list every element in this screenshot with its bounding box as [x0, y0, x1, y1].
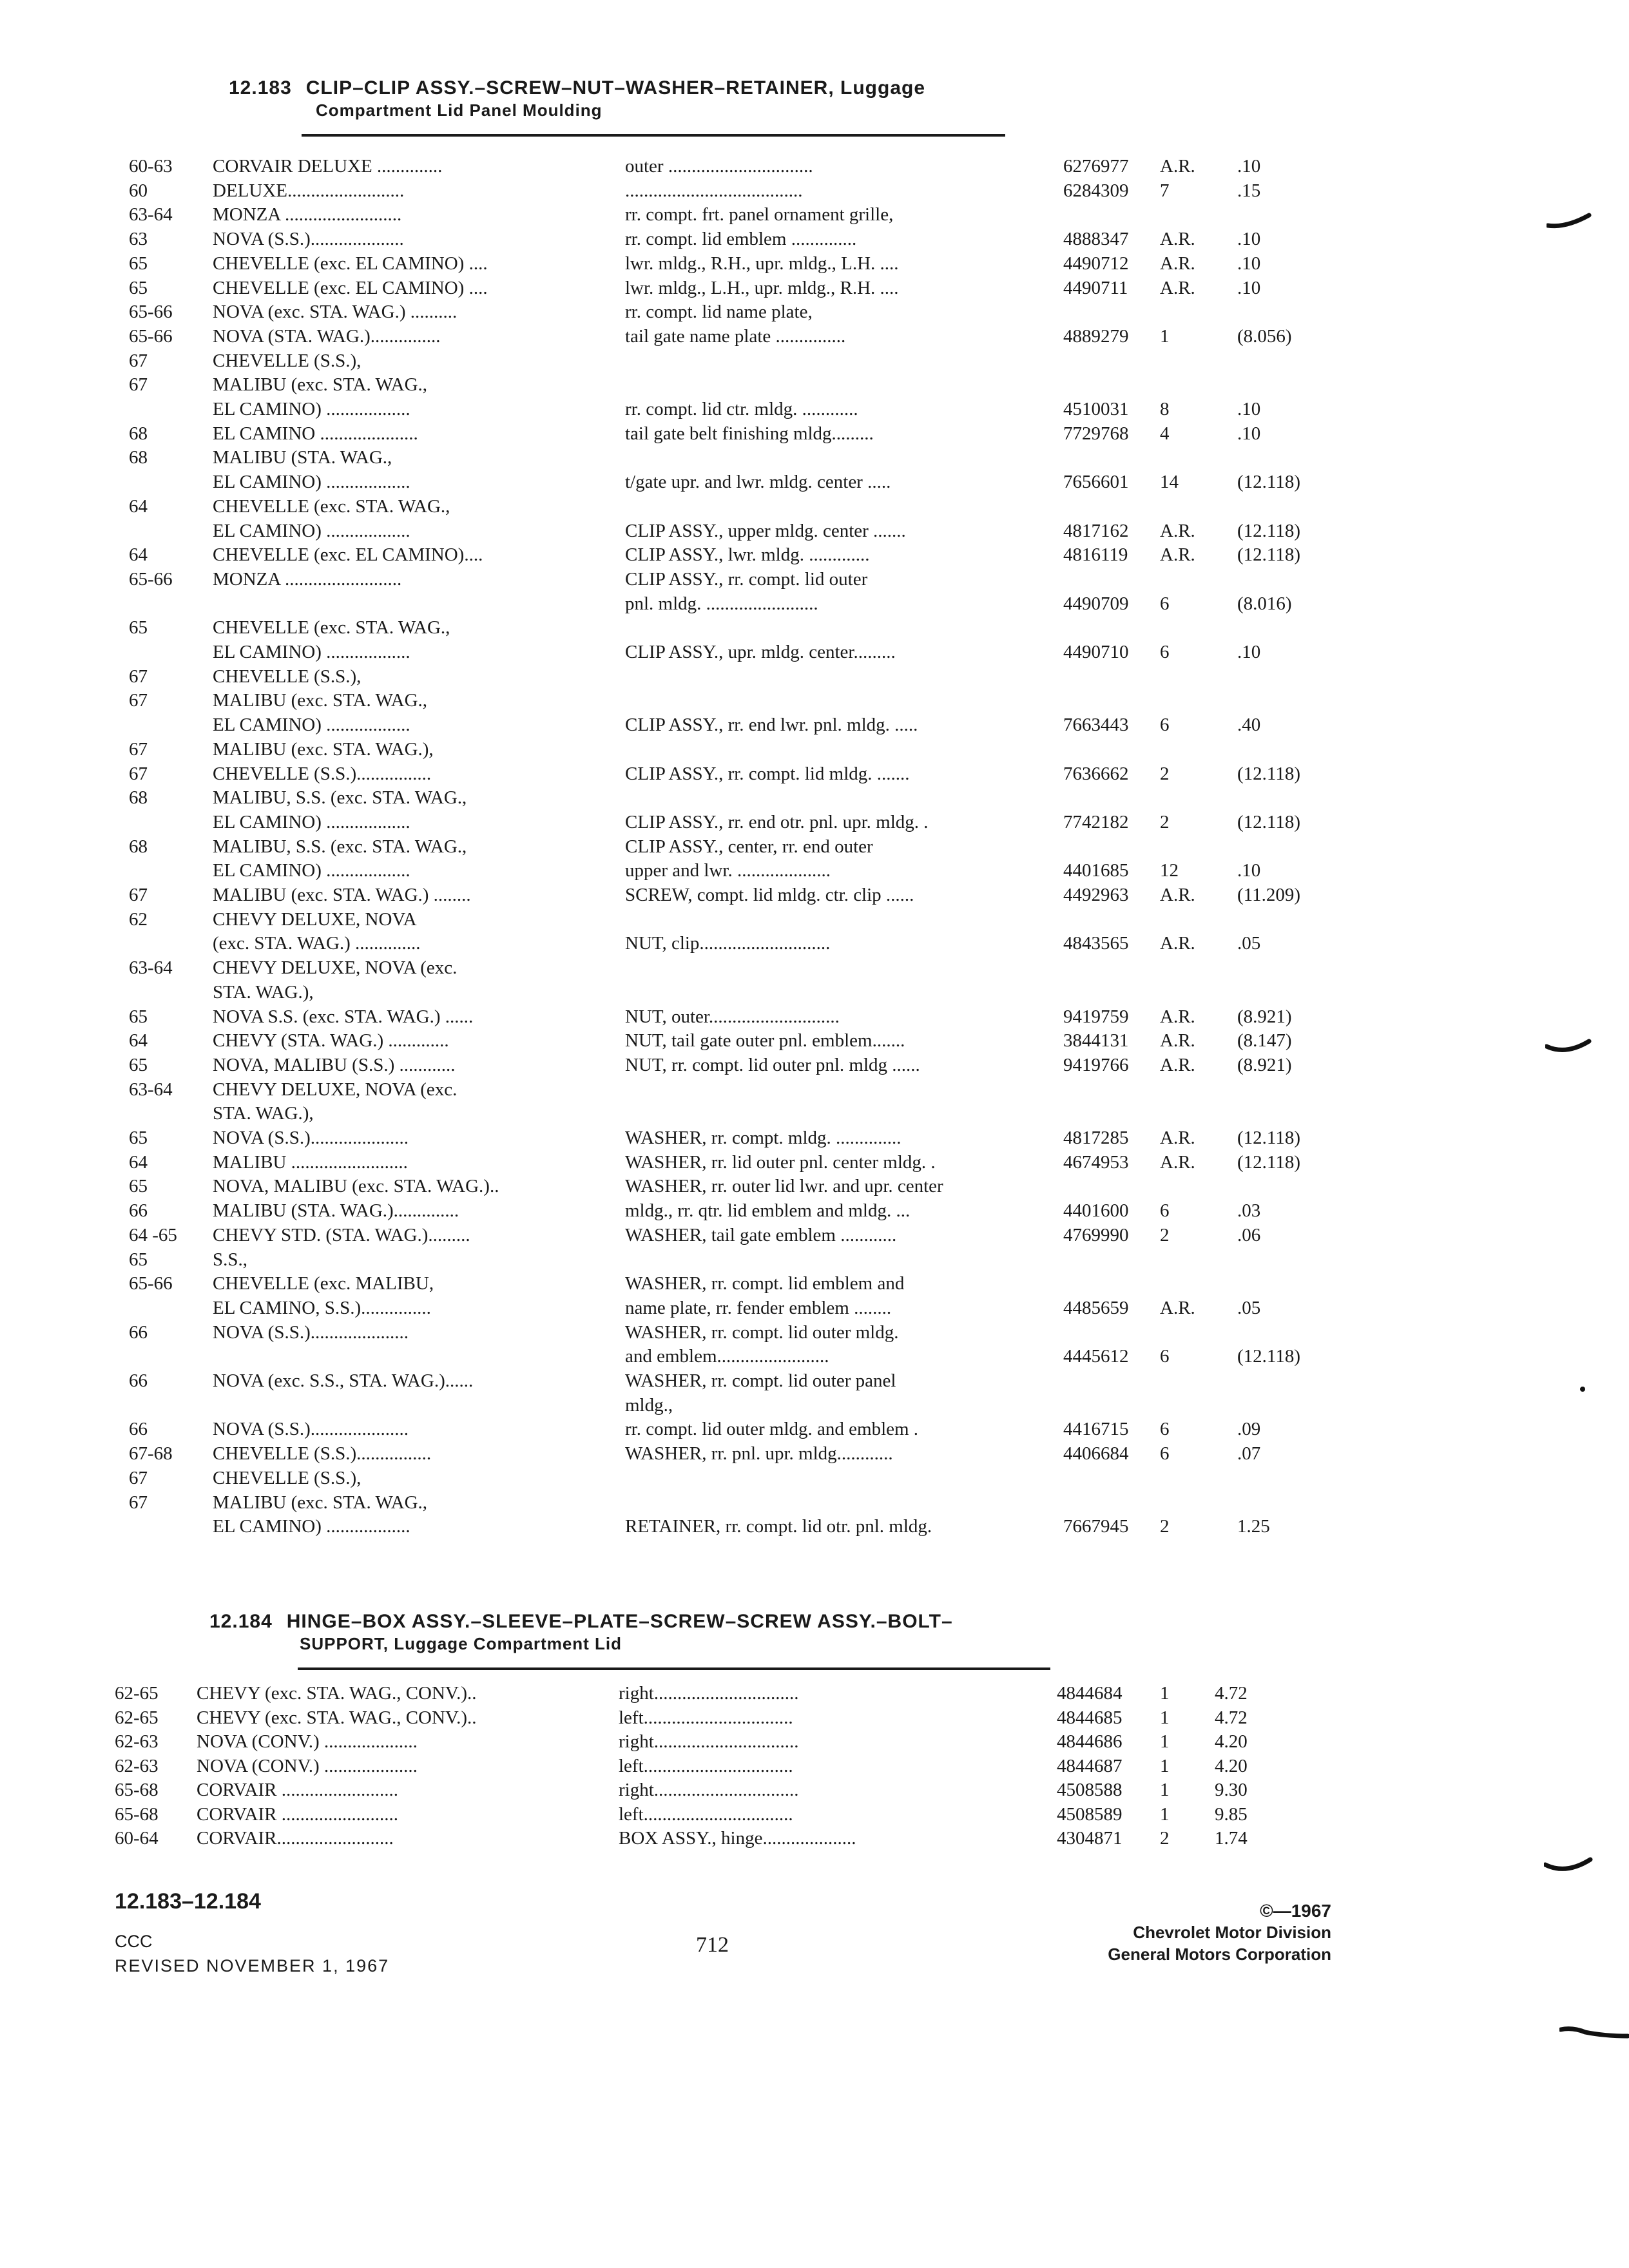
part-number: 4844685	[1057, 1707, 1123, 1728]
quantity: A.R.	[1160, 933, 1195, 954]
model-name: CHEVELLE (S.S.),	[213, 666, 361, 687]
model-year: 63-64	[129, 957, 173, 979]
model-year: 60-64	[115, 1828, 159, 1849]
price: (12.118)	[1237, 472, 1300, 493]
model-name: NOVA (exc. S.S., STA. WAG.)......	[213, 1370, 474, 1391]
model-name: CHEVELLE (exc. STA. WAG.,	[213, 617, 450, 639]
section-title: HINGE–BOX ASSY.–SLEEVE–PLATE–SCREW–SCREW ASSY.–BOLT–	[286, 1611, 953, 1632]
price: (12.118)	[1237, 544, 1300, 566]
model-year: 60-63	[129, 156, 173, 177]
part-description: and emblem........................	[625, 1346, 829, 1367]
part-description: rr. compt. lid emblem ..............	[625, 229, 857, 250]
quantity: 6	[1160, 715, 1170, 736]
part-description: CLIP ASSY., rr. end otr. pnl. upr. mldg. .	[625, 811, 929, 832]
part-description: SCREW, compt. lid mldg. ctr. clip ......	[625, 885, 914, 905]
table-row	[0, 1802, 1629, 1827]
price: (12.118)	[1237, 1128, 1300, 1148]
part-number: 3844131	[1063, 1030, 1129, 1052]
binding-mark-icon	[1545, 1037, 1592, 1059]
part-description: left................................	[619, 1803, 793, 1825]
part-number: 4844687	[1057, 1755, 1123, 1776]
quantity: 2	[1160, 1828, 1170, 1849]
price: .06	[1237, 1224, 1261, 1245]
model-year: 68	[129, 787, 148, 809]
part-number: 7667945	[1063, 1516, 1129, 1537]
dot-mark-icon	[1579, 1385, 1586, 1393]
model-year: 62-65	[115, 1683, 159, 1704]
part-number: 4888347	[1063, 229, 1129, 250]
model-name: EL CAMINO) ..................	[213, 1516, 410, 1537]
binding-mark-icon	[1544, 1856, 1593, 1879]
model-year: 65-68	[115, 1803, 159, 1825]
section-subtitle: Compartment Lid Panel Moulding	[316, 101, 602, 120]
model-name: EL CAMINO) ..................	[213, 642, 410, 662]
model-year: 67	[129, 763, 148, 784]
quantity: A.R.	[1160, 1297, 1195, 1318]
model-name: EL CAMINO, S.S.)...............	[213, 1297, 431, 1318]
model-name: NOVA, MALIBU (S.S.) ............	[213, 1054, 456, 1075]
quantity: A.R.	[1160, 277, 1195, 298]
model-name: CORVAIR .........................	[197, 1780, 398, 1800]
part-number: 4844684	[1057, 1683, 1123, 1704]
part-number: 4817162	[1063, 520, 1129, 541]
model-year: 62-65	[115, 1707, 159, 1728]
part-number: 4510031	[1063, 399, 1129, 419]
model-year: 65-66	[129, 325, 173, 347]
model-year: 64	[129, 495, 148, 517]
price: .15	[1237, 180, 1261, 201]
price: 4.20	[1215, 1731, 1248, 1752]
price: (8.016)	[1237, 593, 1292, 614]
part-description: outer ...............................	[625, 156, 813, 177]
quantity: A.R.	[1160, 1030, 1195, 1052]
part-number: 4674953	[1063, 1151, 1129, 1173]
quantity: 2	[1160, 1516, 1170, 1537]
table-row	[0, 1729, 1629, 1754]
model-name: CORVAIR.........................	[197, 1828, 394, 1849]
model-name: CHEVELLE (exc. MALIBU,	[213, 1273, 434, 1294]
division: Chevrolet Motor Division	[1133, 1923, 1331, 1942]
table-row	[0, 1825, 1629, 1851]
price: (12.118)	[1237, 1346, 1300, 1367]
part-number: 4401685	[1063, 860, 1129, 881]
part-description: CLIP ASSY., rr. compt. lid mldg. .......	[625, 763, 910, 784]
quantity: 1	[1160, 1683, 1170, 1704]
part-description: NUT, tail gate outer pnl. emblem.......	[625, 1030, 905, 1052]
model-name: CHEVELLE (exc. STA. WAG.,	[213, 495, 450, 517]
part-description: upper and lwr. ....................	[625, 860, 831, 881]
part-number: 4401600	[1063, 1200, 1129, 1222]
model-name: MALIBU (exc. STA. WAG.),	[213, 738, 434, 760]
part-description: RETAINER, rr. compt. lid otr. pnl. mldg.	[625, 1516, 932, 1537]
price: 4.72	[1215, 1707, 1248, 1728]
part-description: WASHER, rr. compt. lid outer panel	[625, 1370, 896, 1391]
model-year: 65	[129, 1054, 148, 1075]
part-description: mldg.,	[625, 1394, 673, 1416]
model-year: 67	[129, 1467, 148, 1488]
price: .09	[1237, 1419, 1261, 1440]
model-name: DELUXE.........................	[213, 180, 405, 201]
model-year: 67	[129, 350, 148, 371]
quantity: 1	[1160, 1780, 1170, 1800]
part-number: 4492963	[1063, 885, 1129, 905]
model-name: CHEVELLE (S.S.),	[213, 350, 361, 371]
model-year: 64	[129, 1030, 148, 1052]
table-row	[0, 1705, 1629, 1731]
part-description: CLIP ASSY., rr. end lwr. pnl. mldg. .....	[625, 715, 918, 736]
part-number: 4769990	[1063, 1224, 1129, 1245]
model-name: MONZA .........................	[213, 204, 402, 226]
model-year: 65-66	[129, 568, 173, 590]
price: (12.118)	[1237, 763, 1300, 784]
part-description: BOX ASSY., hinge....................	[619, 1828, 856, 1849]
model-year: 65	[129, 1249, 148, 1270]
model-year: 68	[129, 836, 148, 857]
price: .03	[1237, 1200, 1261, 1222]
model-name: CORVAIR DELUXE ..............	[213, 156, 443, 177]
model-year: 62-63	[115, 1755, 159, 1776]
model-name: STA. WAG.),	[213, 1103, 314, 1124]
model-name: NOVA (CONV.) ....................	[197, 1731, 418, 1752]
part-number: 4304871	[1057, 1828, 1123, 1849]
part-number: 6276977	[1063, 156, 1129, 177]
price: 1.74	[1215, 1828, 1248, 1849]
quantity: A.R.	[1160, 1128, 1195, 1148]
price: .05	[1237, 1297, 1261, 1318]
quantity: 6	[1160, 1346, 1170, 1367]
part-description: rr. compt. frt. panel ornament grille,	[625, 204, 894, 226]
model-name: CHEVELLE (exc. EL CAMINO) ....	[213, 277, 488, 298]
quantity: 6	[1160, 593, 1170, 614]
model-name: CHEVY DELUXE, NOVA (exc.	[213, 957, 458, 979]
price: (8.921)	[1237, 1054, 1292, 1075]
model-year: 67	[129, 885, 148, 905]
quantity: 1	[1160, 325, 1170, 347]
model-year: 67	[129, 738, 148, 760]
price: 9.30	[1215, 1780, 1248, 1800]
quantity: 2	[1160, 763, 1170, 784]
part-description: tail gate belt finishing mldg.........	[625, 423, 874, 444]
model-name: MALIBU (exc. STA. WAG.,	[213, 1492, 428, 1513]
section-number: 12.184	[209, 1611, 273, 1632]
price: 1.25	[1237, 1516, 1270, 1537]
model-name: MALIBU (STA. WAG.,	[213, 447, 392, 468]
quantity: 1	[1160, 1803, 1170, 1825]
part-description: right...............................	[619, 1683, 799, 1704]
quantity: 1	[1160, 1755, 1170, 1776]
part-number: 4490710	[1063, 642, 1129, 662]
price: .10	[1237, 156, 1261, 177]
price: (11.209)	[1237, 885, 1300, 905]
part-number: 4843565	[1063, 933, 1129, 954]
model-name: CHEVY (exc. STA. WAG., CONV.)..	[197, 1683, 477, 1704]
model-year: 65	[129, 253, 148, 274]
quantity: 14	[1160, 472, 1179, 493]
quantity: A.R.	[1160, 1006, 1195, 1027]
part-number: 4406684	[1063, 1443, 1129, 1465]
part-number: 6284309	[1063, 180, 1129, 201]
price: .10	[1237, 229, 1261, 250]
part-number: 7729768	[1063, 423, 1129, 444]
model-year: 68	[129, 423, 148, 444]
price: .10	[1237, 642, 1261, 662]
quantity: 12	[1160, 860, 1179, 881]
model-year: 62	[129, 908, 148, 930]
part-description: WASHER, rr. compt. lid emblem and	[625, 1273, 905, 1294]
part-description: CLIP ASSY., rr. compt. lid outer	[625, 568, 868, 590]
model-name: STA. WAG.),	[213, 981, 314, 1003]
binding-mark-icon	[1547, 211, 1592, 231]
part-description: rr. compt. lid ctr. mldg. ............	[625, 399, 858, 419]
quantity: A.R.	[1160, 253, 1195, 274]
model-name: MALIBU, S.S. (exc. STA. WAG.,	[213, 836, 467, 857]
quantity: 7	[1160, 180, 1170, 201]
part-description: left................................	[619, 1707, 793, 1728]
price: .10	[1237, 399, 1261, 419]
part-number: 4816119	[1063, 544, 1128, 566]
part-description: lwr. mldg., R.H., upr. mldg., L.H. ....	[625, 253, 899, 274]
part-description: name plate, rr. fender emblem ........	[625, 1297, 892, 1318]
model-name: EL CAMINO) ..................	[213, 472, 410, 493]
part-description: CLIP ASSY., upper mldg. center .......	[625, 520, 906, 541]
quantity: A.R.	[1160, 1151, 1195, 1173]
price: .07	[1237, 1443, 1261, 1465]
model-name: CHEVY DELUXE, NOVA (exc.	[213, 1079, 458, 1100]
model-name: CHEVY STD. (STA. WAG.).........	[213, 1224, 470, 1245]
quantity: 1	[1160, 1731, 1170, 1752]
price: .10	[1237, 277, 1261, 298]
model-name: MALIBU (exc. STA. WAG.,	[213, 374, 428, 396]
price: (12.118)	[1237, 1151, 1300, 1173]
model-year: 68	[129, 447, 148, 468]
model-name: CHEVELLE (exc. EL CAMINO) ....	[213, 253, 488, 274]
page-number: 712	[696, 1933, 729, 1957]
part-number: 4490709	[1063, 593, 1129, 614]
model-name: CHEVY (exc. STA. WAG., CONV.)..	[197, 1707, 477, 1728]
part-description: WASHER, rr. pnl. upr. mldg............	[625, 1443, 893, 1465]
model-name: S.S.,	[213, 1249, 248, 1270]
model-year: 62-63	[115, 1731, 159, 1752]
price: (8.056)	[1237, 325, 1292, 347]
model-name: MALIBU (exc. STA. WAG.) ........	[213, 885, 471, 905]
model-year: 65	[129, 1006, 148, 1027]
model-name: CHEVY (STA. WAG.) .............	[213, 1030, 449, 1052]
quantity: 6	[1160, 1200, 1170, 1222]
model-year: 63-64	[129, 1079, 173, 1100]
model-name: CHEVELLE (S.S.)................	[213, 763, 432, 784]
section-subtitle: SUPPORT, Luggage Compartment Lid	[300, 1634, 622, 1653]
price: .10	[1237, 423, 1261, 444]
price: (12.118)	[1237, 811, 1300, 832]
model-name: MALIBU, S.S. (exc. STA. WAG.,	[213, 787, 467, 809]
price: .40	[1237, 715, 1261, 736]
model-year: 65-68	[115, 1780, 159, 1800]
price: (8.147)	[1237, 1030, 1292, 1052]
part-description: CLIP ASSY., lwr. mldg. .............	[625, 544, 870, 566]
part-number: 4508589	[1057, 1803, 1123, 1825]
quantity: A.R.	[1160, 544, 1195, 566]
model-year: 65-66	[129, 1273, 173, 1294]
model-year: 64	[129, 544, 148, 566]
footer-code: CCC	[115, 1932, 153, 1951]
model-year: 63-64	[129, 204, 173, 226]
model-name: EL CAMINO) ..................	[213, 520, 410, 541]
binding-mark-icon	[1559, 2023, 1629, 2042]
part-number: 4416715	[1063, 1419, 1129, 1440]
part-description: WASHER, rr. compt. lid outer mldg.	[625, 1321, 899, 1343]
model-year: 66	[129, 1419, 148, 1440]
model-year: 67-68	[129, 1443, 173, 1465]
part-description: mldg., rr. qtr. lid emblem and mldg. ...	[625, 1200, 911, 1222]
quantity: A.R.	[1160, 156, 1195, 177]
quantity: A.R.	[1160, 1054, 1195, 1075]
model-year: 65	[129, 1128, 148, 1148]
quantity: 6	[1160, 1419, 1170, 1440]
quantity: A.R.	[1160, 229, 1195, 250]
model-name: EL CAMINO) ..................	[213, 399, 410, 419]
part-number: 4508588	[1057, 1780, 1123, 1800]
part-description: ......................................	[625, 180, 803, 201]
part-number: 7663443	[1063, 715, 1129, 736]
model-year: 66	[129, 1321, 148, 1343]
model-year: 64 -65	[129, 1224, 177, 1245]
part-number: 4485659	[1063, 1297, 1129, 1318]
model-name: MALIBU (exc. STA. WAG.,	[213, 690, 428, 711]
part-number: 7636662	[1063, 763, 1129, 784]
model-name: (exc. STA. WAG.) ..............	[213, 933, 421, 954]
model-year: 67	[129, 374, 148, 396]
model-name: CORVAIR .........................	[197, 1803, 398, 1825]
part-description: tail gate name plate ...............	[625, 325, 846, 347]
model-name: EL CAMINO) ..................	[213, 715, 410, 736]
model-name: NOVA (S.S.).....................	[213, 1321, 409, 1343]
part-number: 9419759	[1063, 1006, 1129, 1027]
part-description: right...............................	[619, 1780, 799, 1800]
price: .10	[1237, 253, 1261, 274]
price: 4.20	[1215, 1755, 1248, 1776]
part-description: NUT, rr. compt. lid outer pnl. mldg ......	[625, 1054, 920, 1075]
price: 4.72	[1215, 1683, 1248, 1704]
price: (12.118)	[1237, 520, 1300, 541]
part-description: WASHER, rr. lid outer pnl. center mldg. .	[625, 1151, 936, 1173]
price: 9.85	[1215, 1803, 1248, 1825]
model-year: 65	[129, 277, 148, 298]
section-number: 12.183	[229, 77, 292, 99]
table-row	[0, 1680, 1629, 1706]
model-name: NOVA, MALIBU (exc. STA. WAG.)..	[213, 1176, 499, 1197]
part-description: left................................	[619, 1755, 793, 1776]
part-number: 7742182	[1063, 811, 1129, 832]
model-name: NOVA (STA. WAG.)...............	[213, 325, 441, 347]
part-description: rr. compt. lid outer mldg. and emblem .	[625, 1419, 919, 1440]
quantity: 6	[1160, 642, 1170, 662]
model-year: 64	[129, 1151, 148, 1173]
part-description: right...............................	[619, 1731, 799, 1752]
model-name: CHEVELLE (S.S.),	[213, 1467, 361, 1488]
model-year: 65	[129, 1176, 148, 1197]
model-name: NOVA (S.S.).....................	[213, 1419, 409, 1440]
part-number: 7656601	[1063, 472, 1129, 493]
section-title: CLIP–CLIP ASSY.–SCREW–NUT–WASHER–RETAINER, Luggage	[305, 77, 926, 99]
model-name: MALIBU .........................	[213, 1151, 408, 1173]
table-row	[0, 1777, 1629, 1803]
part-number: 4889279	[1063, 325, 1129, 347]
model-year: 65	[129, 617, 148, 639]
copyright: ©—1967	[1260, 1901, 1331, 1921]
price: (8.921)	[1237, 1006, 1292, 1027]
model-year: 67	[129, 666, 148, 687]
part-description: rr. compt. lid name plate,	[625, 302, 813, 323]
model-year: 66	[129, 1200, 148, 1222]
part-description: WASHER, rr. compt. mldg. ..............	[625, 1128, 901, 1148]
model-name: NOVA (CONV.) ....................	[197, 1755, 418, 1776]
part-description: WASHER, rr. outer lid lwr. and upr. center	[625, 1176, 943, 1197]
model-name: CHEVELLE (exc. EL CAMINO)....	[213, 544, 483, 566]
quantity: 1	[1160, 1707, 1170, 1728]
price: .10	[1237, 860, 1261, 881]
part-number: 4817285	[1063, 1128, 1129, 1148]
model-year: 65-66	[129, 302, 173, 323]
quantity: A.R.	[1160, 885, 1195, 905]
part-description: CLIP ASSY., center, rr. end outer	[625, 836, 873, 857]
quantity: 6	[1160, 1443, 1170, 1465]
part-description: pnl. mldg. ........................	[625, 593, 818, 614]
part-number: 4490711	[1063, 277, 1128, 298]
quantity: A.R.	[1160, 520, 1195, 541]
revised-date: REVISED NOVEMBER 1, 1967	[115, 1956, 390, 1975]
part-number: 4490712	[1063, 253, 1129, 274]
part-number: 9419766	[1063, 1054, 1129, 1075]
model-name: EL CAMINO) ..................	[213, 811, 410, 832]
model-name: EL CAMINO) ..................	[213, 860, 410, 881]
model-year: 67	[129, 1492, 148, 1513]
corporation: General Motors Corporation	[1108, 1945, 1331, 1964]
model-name: NOVA (S.S.)....................	[213, 229, 404, 250]
price: .05	[1237, 933, 1261, 954]
model-name: EL CAMINO .....................	[213, 423, 418, 444]
model-name: CHEVY DELUXE, NOVA	[213, 908, 417, 930]
quantity: 8	[1160, 399, 1170, 419]
part-number: 4844686	[1057, 1731, 1123, 1752]
table-row	[0, 1753, 1629, 1779]
part-description: CLIP ASSY., upr. mldg. center.........	[625, 642, 896, 662]
part-description: lwr. mldg., L.H., upr. mldg., R.H. ....	[625, 277, 899, 298]
part-description: NUT, clip............................	[625, 933, 831, 954]
model-year: 66	[129, 1370, 148, 1391]
part-description: WASHER, tail gate emblem ............	[625, 1224, 897, 1245]
quantity: 4	[1160, 423, 1170, 444]
model-name: CHEVELLE (S.S.)................	[213, 1443, 432, 1465]
part-description: t/gate upr. and lwr. mldg. center .....	[625, 472, 891, 493]
model-name: NOVA (exc. STA. WAG.) ..........	[213, 302, 458, 323]
part-description: NUT, outer............................	[625, 1006, 840, 1027]
model-year: 67	[129, 690, 148, 711]
model-name: MALIBU (STA. WAG.)..............	[213, 1200, 459, 1222]
model-year: 63	[129, 229, 148, 250]
model-year: 60	[129, 180, 148, 201]
quantity: 2	[1160, 1224, 1170, 1245]
part-number: 4445612	[1063, 1346, 1129, 1367]
quantity: 2	[1160, 811, 1170, 832]
model-name: NOVA (S.S.).....................	[213, 1128, 409, 1148]
section-range: 12.183–12.184	[115, 1889, 261, 1914]
model-name: NOVA S.S. (exc. STA. WAG.) ......	[213, 1006, 474, 1027]
model-name: MONZA .........................	[213, 568, 402, 590]
